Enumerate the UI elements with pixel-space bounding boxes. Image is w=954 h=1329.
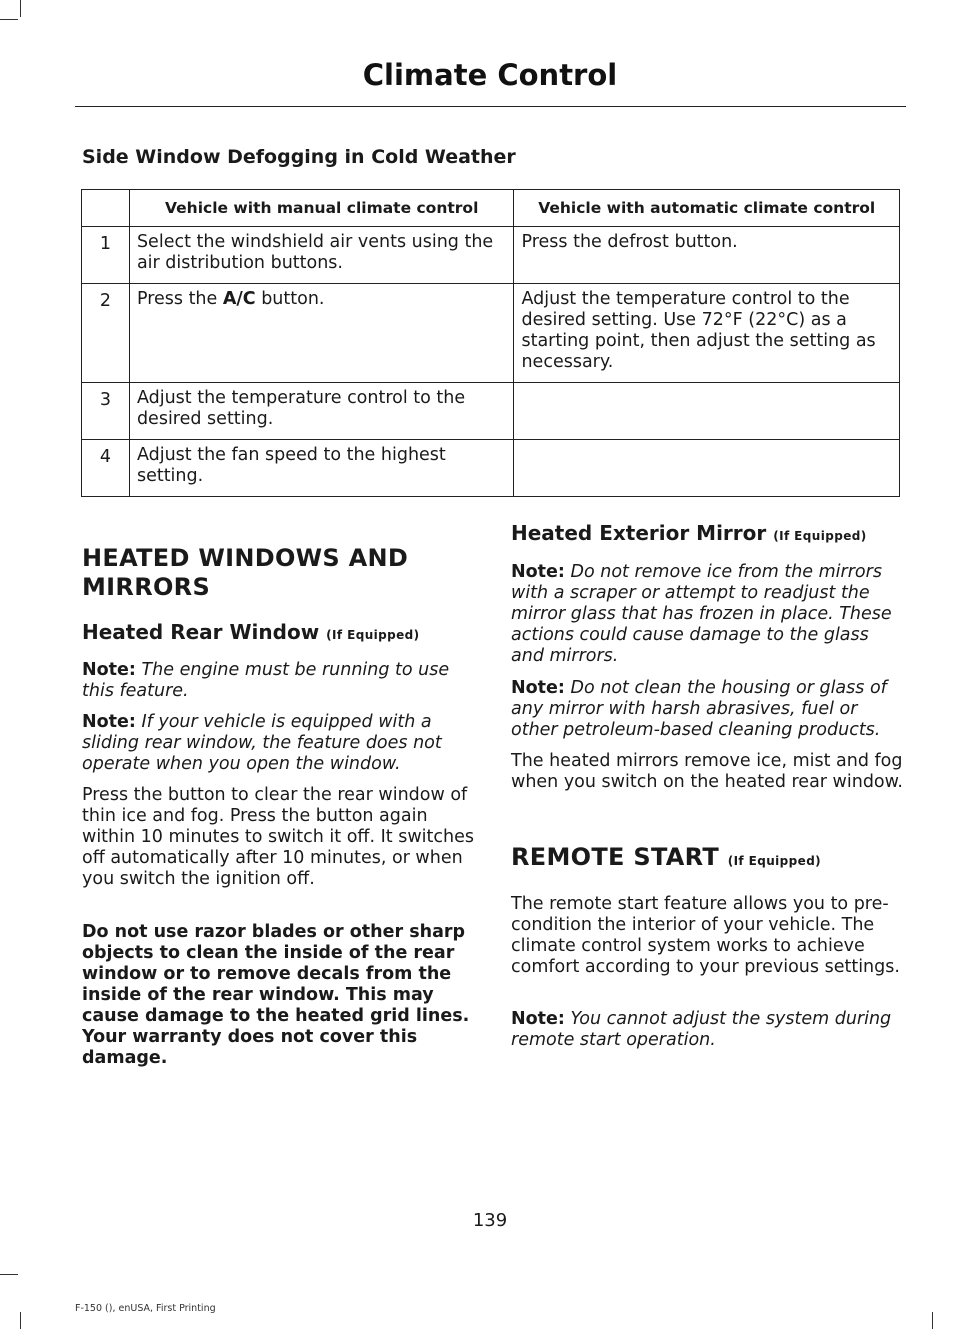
if-equipped-label: (If Equipped) <box>326 628 420 642</box>
heated-section-heading: HEATED WINDOWS AND MIRRORS <box>82 544 409 601</box>
row-number: 3 <box>99 390 111 410</box>
crop-mark <box>0 19 18 20</box>
crop-mark <box>932 1312 933 1329</box>
manual-step: Select the windshield air vents using the air distribution buttons. <box>136 232 494 273</box>
row-number: 2 <box>99 291 111 311</box>
rear-window-note-2: Note: If your vehicle is equipped with a sliding rear window, the feature does not operate when you open the window. <box>82 712 442 774</box>
auto-step: Adjust the temperature control to the desired setting. Use 72°F (22°C) as a starting point, then adjust the setting as necessary. <box>521 289 876 372</box>
header-auto: Vehicle with automatic climate control <box>514 190 900 227</box>
page-number: 139 <box>472 1210 508 1231</box>
rear-window-note-1: Note: The engine must be running to use this feature. <box>82 660 450 701</box>
table-row <box>82 383 900 440</box>
auto-step: Press the defrost button. <box>521 232 738 252</box>
mirror-heading <box>511 521 904 545</box>
crop-mark <box>0 1274 18 1275</box>
manual-step-post: button. <box>255 289 325 309</box>
auto-step <box>514 440 899 445</box>
row-number: 4 <box>99 447 111 467</box>
remote-start-heading <box>511 843 904 876</box>
mirror-note-1: Note: Do not remove ice from the mirrors with a scraper or attempt to readjust the mirror glass that has frozen in place. These actions could cause damage to the glass and mirrors. <box>511 562 892 666</box>
remote-start-body: The remote start feature allows you to pre-condition the interior of your vehicle. The climate control system works to achieve comfort according to your previous settings. <box>511 894 900 977</box>
table-header-row <box>82 190 900 227</box>
rear-window-body: Press the button to clear the rear window of thin ice and fog. Press the button again within 10 minutes to switch it off. It switches off automatically after 10 minutes, or when you switch the ignition off. <box>82 785 474 889</box>
auto-step <box>514 383 899 388</box>
mirror-body: The heated mirrors remove ice, mist and fog when you switch on the heated rear window. <box>511 751 903 792</box>
if-equipped-label: (If Equipped) <box>727 854 822 868</box>
defog-section-title: Side Window Defogging in Cold Weather <box>82 146 516 168</box>
defog-table <box>81 189 900 497</box>
remote-start-title: REMOTE START <box>511 843 720 871</box>
header-num <box>82 190 130 227</box>
crop-mark <box>20 1312 21 1329</box>
rear-window-title: Heated Rear Window <box>82 620 320 644</box>
remote-start-note: Note: You cannot adjust the system during remote start operation. <box>511 1009 892 1050</box>
page-title: Climate Control <box>362 58 618 92</box>
if-equipped-label: (If Equipped) <box>773 529 867 543</box>
print-info: F-150 (), enUSA, First Printing <box>75 1303 216 1314</box>
header-divider <box>75 106 906 107</box>
table-row <box>82 227 900 284</box>
rear-window-warning: Do not use razor blades or other sharp objects to clean the inside of the rear window or to remove decals from the inside of the rear window. This may cause damage to the heated grid lines. Your warranty does not cover this damage. <box>82 922 470 1068</box>
mirror-title: Heated Exterior Mirror <box>511 521 767 545</box>
table-row <box>82 440 900 497</box>
rear-window-heading <box>82 620 475 644</box>
ac-button-label: A/C <box>222 289 256 309</box>
manual-step <box>130 284 514 310</box>
header-manual: Vehicle with manual climate control <box>129 190 514 227</box>
manual-step: Adjust the fan speed to the highest setting. <box>136 445 446 486</box>
manual-step-pre: Press the <box>136 289 223 309</box>
table-row <box>82 284 900 383</box>
mirror-note-2: Note: Do not clean the housing or glass of any mirror with harsh abrasives, fuel or other petroleum-based cleaning products. <box>511 678 887 740</box>
crop-mark <box>20 0 21 17</box>
row-number: 1 <box>99 234 111 254</box>
manual-step: Adjust the temperature control to the desired setting. <box>136 388 466 429</box>
